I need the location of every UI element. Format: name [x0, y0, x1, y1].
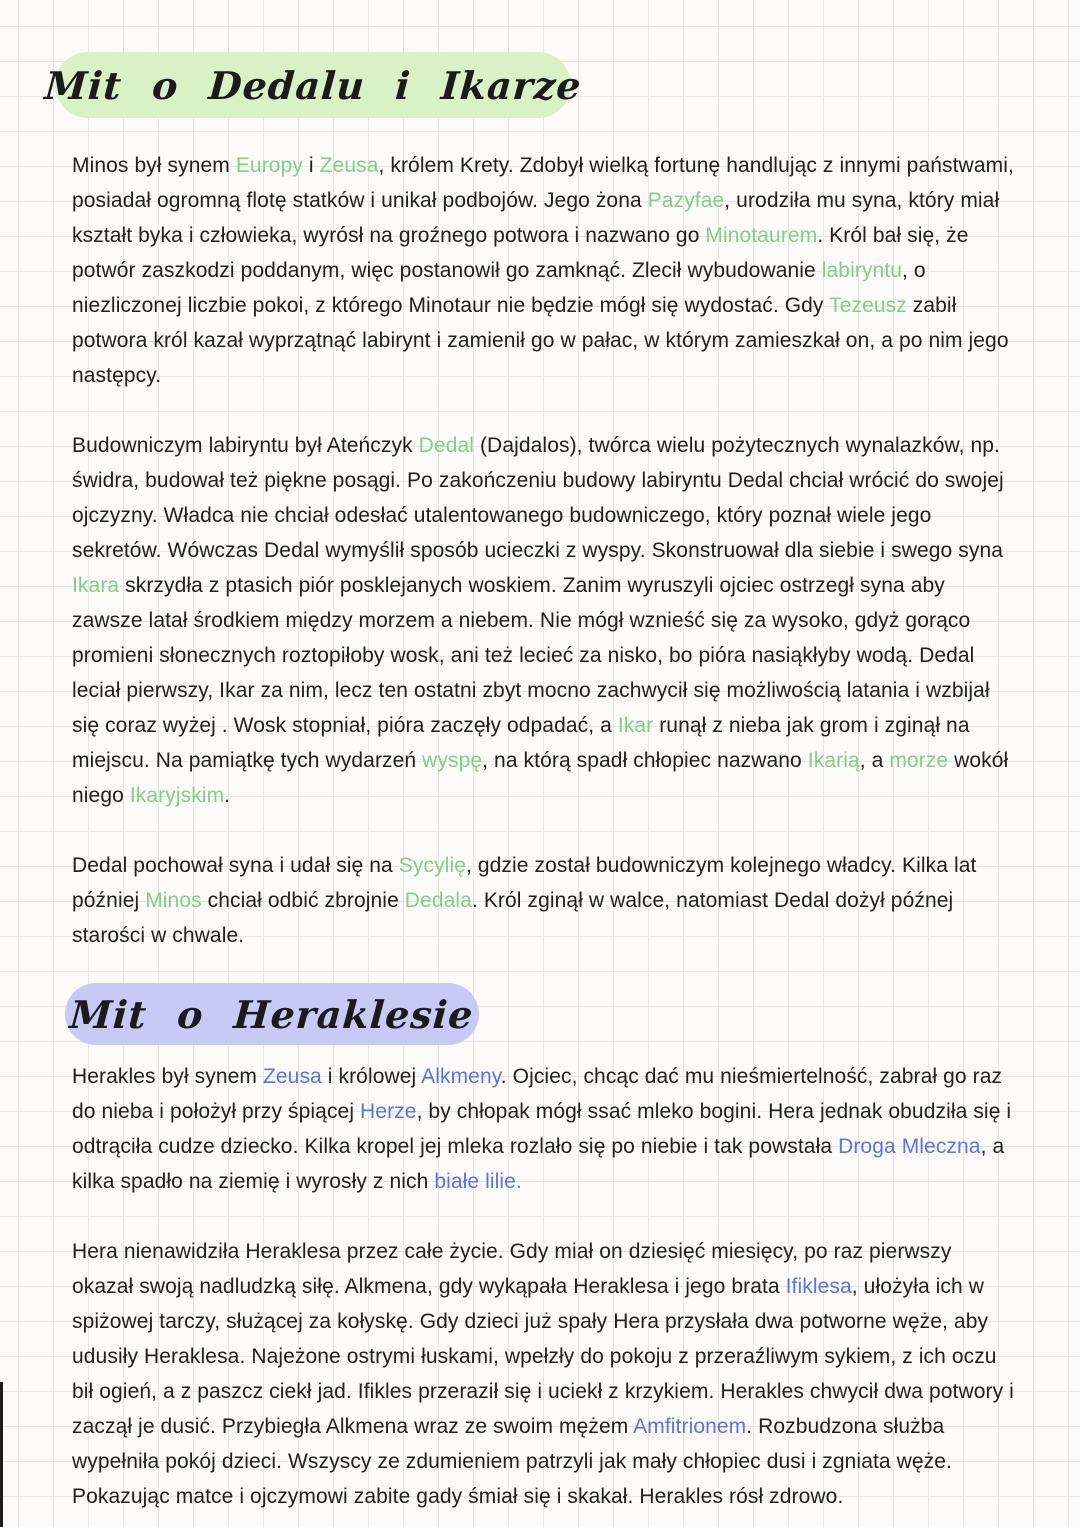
- keyword-highlight: Zeusa: [319, 154, 379, 177]
- heading-highlight-purple: [65, 983, 479, 1045]
- section-body-herakles: [72, 1059, 1018, 1514]
- notes-content: [0, 52, 1080, 1514]
- text-run: . Król bał się, że potwór zaszkodzi poddanym, więc postanowił go zamknąć. Zlecił wybudowanie: [72, 224, 969, 282]
- keyword-highlight: Alkmeny: [421, 1065, 501, 1088]
- text-run: Dedal pochował syna i udał się na: [72, 854, 399, 877]
- keyword-highlight: Zeusa: [262, 1065, 322, 1088]
- text-run: , a: [859, 749, 890, 772]
- text-run: .: [224, 784, 231, 807]
- keyword-highlight: wyspę: [422, 749, 483, 772]
- text-run: . Król zginął w walce, natomiast Dedal dożył późnej starości w chwale.: [72, 889, 954, 947]
- keyword-highlight: Minos: [145, 889, 202, 912]
- section-title-herakles: Mit o Heraklesie: [68, 991, 476, 1037]
- keyword-highlight: Herze: [360, 1100, 417, 1123]
- keyword-highlight: Ikar: [617, 714, 654, 737]
- text-run: . Rozbudzona służba wypełniła pokój dzieci. Wszyscy ze zdumieniem patrzyli jak mały chłopiec dusi i zgniata węże. Pokazując matce i ojczymowi zabite gady śmiał się i skakał. Herakles rósł zdrowo.: [72, 1415, 952, 1508]
- paragraph: [72, 428, 1018, 813]
- keyword-highlight: Dedal: [418, 434, 475, 457]
- text-run: , by chłopak mógł ssać mleko bogini. Hera jednak obudziła się i odtrąciła cudze dziecko. Kilka kropel jej mleka rozlało się po niebie i tak powstała: [72, 1100, 1012, 1158]
- paragraph: [72, 1234, 1018, 1514]
- page-edge-scan-artifact: [0, 1382, 3, 1527]
- paragraph: [72, 148, 1018, 393]
- keyword-highlight: Sycylię: [398, 854, 466, 877]
- keyword-highlight: Ikaryjskim: [129, 784, 225, 807]
- keyword-highlight: Minotaurem: [705, 224, 818, 247]
- text-run: wokół niego: [72, 749, 1009, 807]
- paragraph: [72, 848, 1018, 953]
- text-run: (Dajdalos), twórca wielu pożytecznych wynalazków, np. świdra, budował też piękne posągi. Po zakończeniu budowy labiryntu Dedal chciał wrócić do swojej ojczyzny. Władca nie chciał odesłać utalentowanego budowniczego, który poznał wiele jego sekretów. Wówczas Dedal wymyślił sposób ucieczki z wyspy. Skonstruował dla siebie i swego syna: [72, 434, 1004, 562]
- section-body-dedal: [72, 148, 1018, 953]
- heading-highlight-green: [43, 52, 583, 118]
- section-title-dedal: Mit o Dedalu i Ikarze: [43, 62, 583, 108]
- text-run: i: [302, 154, 320, 177]
- keyword-highlight: Pazyfae: [647, 189, 725, 212]
- text-run: , ułożyła ich w spiżowej tarczy, służącej za kołyskę. Gdy dzieci już spały Hera przysłała dwa potworne węże, aby udusiły Heraklesa. Najeżone ostrymi łuskami, wpełzły do pokoju z przeraźliwym sykiem, z ich oczu bił ogień, a z paszcz ciekł jad. Ifikles przeraził się i uciekł z krzykiem. Herakles chwycił dwa potwory i zaczął je dusić. Przybiegła Alkmena wraz ze swoim mężem: [72, 1275, 1014, 1438]
- text-run: , gdzie został budowniczym kolejnego władcy. Kilka lat później: [72, 854, 977, 912]
- section-dedal-i-ikar: [43, 52, 1018, 953]
- text-run: Hera nienawidziła Heraklesa przez całe życie. Gdy miał on dziesięć miesięcy, po raz pierwszy okazał swoją nadludzką siłę. Alkmena, gdy wykąpała Heraklesa i jego brata: [72, 1240, 952, 1298]
- keyword-highlight: Ifiklesa: [785, 1275, 852, 1298]
- keyword-highlight: labiryntu: [821, 259, 903, 282]
- section-herakles: [68, 983, 1018, 1514]
- text-run: Herakles był synem: [72, 1065, 263, 1088]
- text-run: zabił potwora król kazał wyprzątnąć labirynt i zamienił go w pałac, w którym zamieszkał on, a po nim jego następcy.: [72, 294, 1009, 387]
- paragraph: [72, 1059, 1018, 1199]
- text-run: , urodziła mu syna, który miał kształt byka i człowieka, wyrósł na groźnego potwora i nazwano go: [72, 189, 1000, 247]
- keyword-highlight: Dedala: [404, 889, 472, 912]
- keyword-highlight: Ikara: [72, 574, 120, 597]
- keyword-highlight: Droga Mleczna: [838, 1135, 981, 1158]
- keyword-highlight: Europy: [235, 154, 303, 177]
- keyword-highlight: białe lilie.: [434, 1170, 522, 1193]
- keyword-highlight: morze: [889, 749, 949, 772]
- text-run: , o niezliczonej liczbie pokoi, z którego Minotaur nie będzie mógł się wydostać. Gdy: [72, 259, 926, 317]
- keyword-highlight: Tezeusz: [829, 294, 907, 317]
- keyword-highlight: Amfitrionem: [633, 1415, 747, 1438]
- text-run: Budowniczym labiryntu był Ateńczyk: [72, 434, 419, 457]
- text-run: , królem Krety. Zdobył wielką fortunę handlując z innymi państwami, posiadał ogromną flotę statków i unikał podbojów. Jego żona: [72, 154, 1014, 212]
- text-run: , na którą spadł chłopiec nazwano: [482, 749, 808, 772]
- text-run: Minos był synem: [72, 154, 236, 177]
- text-run: . Ojciec, chcąc dać mu nieśmiertelność, zabrał go raz do nieba i położył przy śpiącej: [72, 1065, 1003, 1123]
- text-run: i królowej: [321, 1065, 422, 1088]
- keyword-highlight: Ikarią: [807, 749, 860, 772]
- text-run: chciał odbić zbrojnie: [201, 889, 405, 912]
- text-run: , a kilka spadło na ziemię i wyrosły z nich: [72, 1135, 1005, 1193]
- text-run: runął z nieba jak grom i zginął na miejscu. Na pamiątkę tych wydarzeń: [72, 714, 970, 772]
- text-run: skrzydła z ptasich piór posklejanych woskiem. Zanim wyruszyli ojciec ostrzegł syna aby zawsze latał środkiem między morzem a niebem. Nie mógł wznieść się za wysoko, gdyż gorąco promieni słonecznych roztopiłoby wosk, ani też lecieć za nisko, bo pióra nasiąkłyby wodą. Dedal leciał pierwszy, Ikar za nim, lecz ten ostatni zbyt mocno zachwycił się możliwością latania i wzbijał się coraz wyżej . Wosk stopniał, pióra zaczęły odpadać, a: [72, 574, 990, 737]
